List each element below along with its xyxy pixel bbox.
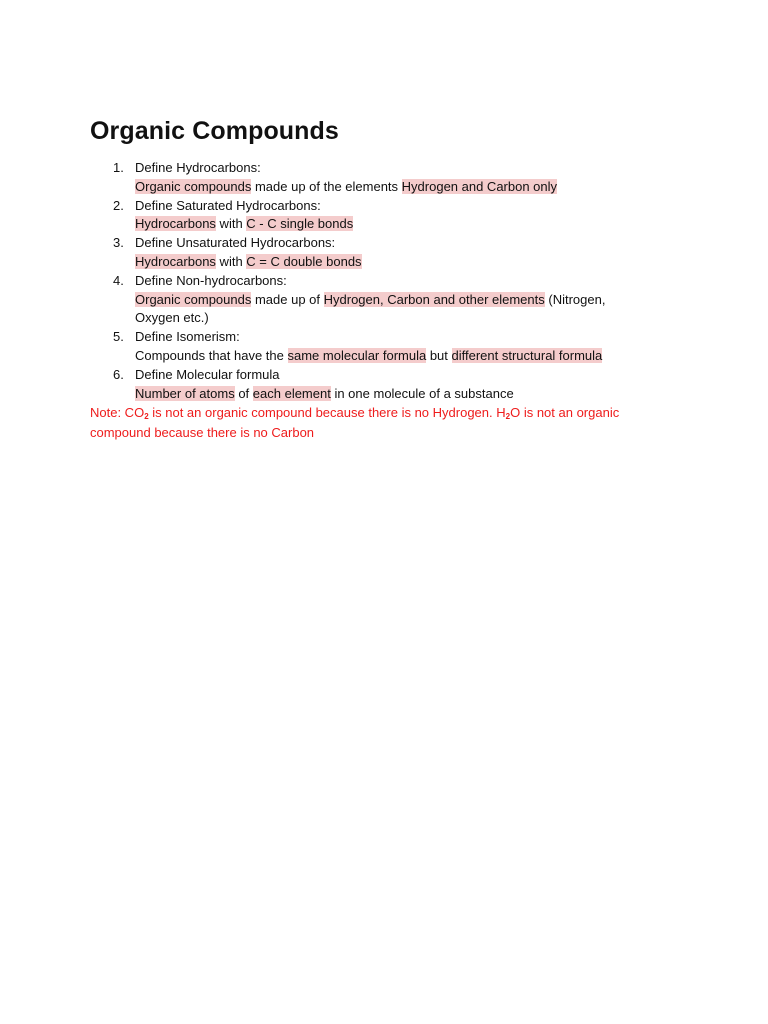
- subscript-2: 2: [144, 412, 149, 421]
- answer-text: with: [215, 216, 247, 232]
- item-question: Define Unsaturated Hydrocarbons:: [135, 235, 336, 251]
- definitions-list: [90, 159, 690, 403]
- item-question: Define Non-hydrocarbons:: [135, 272, 287, 288]
- highlighted-term: Number of atoms: [135, 385, 235, 401]
- item-number: 6.: [113, 366, 124, 382]
- answer-text: made up of: [251, 291, 324, 307]
- item-number: 5.: [113, 329, 124, 345]
- list-item-2: [90, 197, 690, 235]
- answer-text: with: [215, 253, 247, 269]
- item-answer: [135, 253, 690, 272]
- item-answer: [135, 385, 690, 404]
- list-item-6: [90, 366, 690, 404]
- highlighted-term: same molecular formula: [287, 347, 427, 363]
- list-item-4: [90, 272, 690, 328]
- item-question: Define Saturated Hydrocarbons:: [135, 197, 321, 213]
- highlighted-term: Hydrogen and Carbon only: [401, 178, 558, 194]
- note-part: Note: CO: [90, 405, 145, 420]
- item-number: 2.: [113, 197, 124, 213]
- item-question: Define Hydrocarbons:: [135, 160, 261, 175]
- highlighted-term: Hydrocarbons: [135, 253, 216, 269]
- item-number: 3.: [113, 235, 124, 251]
- highlighted-term: Organic compounds: [135, 291, 252, 307]
- list-item-3: [90, 234, 690, 272]
- answer-text: of: [234, 385, 253, 401]
- item-answer: [135, 178, 690, 197]
- item-question: Define Molecular formula: [135, 366, 280, 382]
- subscript-2: 2: [505, 412, 511, 421]
- answer-text: but: [426, 347, 452, 363]
- highlighted-term: C = C double bonds: [246, 253, 362, 269]
- list-item-1: [90, 159, 690, 197]
- highlighted-term: C - C single bonds: [246, 216, 354, 232]
- item-answer: [135, 215, 690, 234]
- note-part: is not an organic compound because there is no Hydrogen. H: [148, 405, 506, 420]
- list-item-5: [90, 328, 690, 366]
- item-number: 4.: [113, 272, 124, 288]
- highlighted-term: Hydrocarbons: [135, 216, 216, 232]
- highlighted-term: Hydrogen, Carbon and other elements: [323, 291, 545, 307]
- item-answer: [135, 347, 690, 366]
- answer-text: (Nitrogen, Oxygen etc.): [135, 291, 606, 326]
- page-title: Organic Compounds: [90, 117, 339, 145]
- note-text: [90, 403, 670, 443]
- highlighted-term: Organic compounds: [135, 178, 252, 194]
- note-part: O is not an organic compound because there is no Carbon: [90, 405, 620, 440]
- highlighted-term: different structural formula: [451, 347, 603, 363]
- highlighted-term: each element: [252, 385, 331, 401]
- item-answer: [135, 291, 640, 329]
- answer-text: Compounds that have the: [135, 347, 288, 363]
- answer-text: made up of the elements: [251, 178, 402, 194]
- answer-text: in one molecule of a substance: [330, 385, 514, 401]
- item-number: 1.: [113, 160, 124, 175]
- item-question: Define Isomerism:: [135, 329, 240, 345]
